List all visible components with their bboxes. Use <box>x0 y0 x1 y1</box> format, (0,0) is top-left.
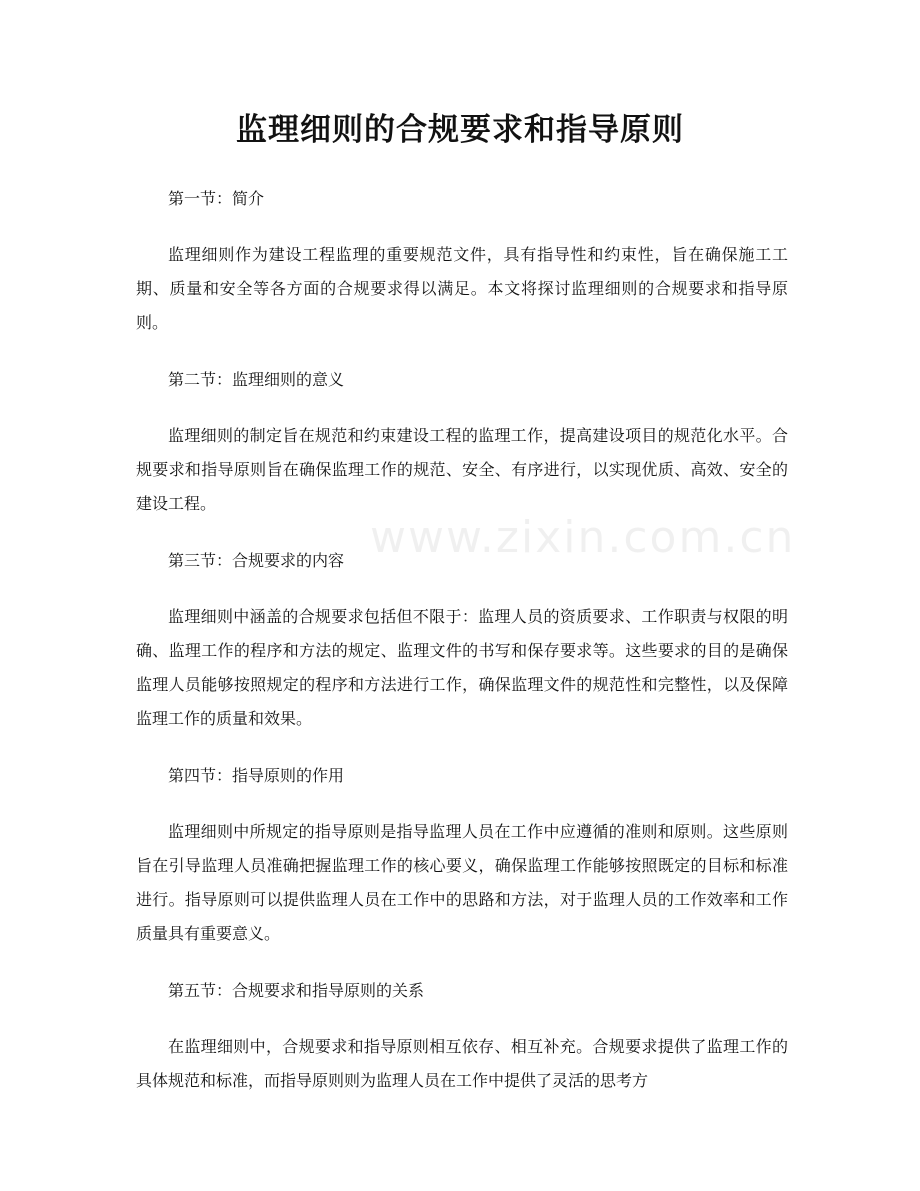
section-paragraph: 在监理细则中，合规要求和指导原则相互依存、相互补充。合规要求提供了监理工作的具体规范和标准，而指导原则则为监理人员在工作中提供了灵活的思考方 <box>136 1037 788 1090</box>
document-title: 监理细则的合规要求和指导原则 <box>236 112 684 148</box>
section-heading: 第一节：简介 <box>168 189 265 208</box>
section-paragraph: 监理细则中所规定的指导原则是指导监理人员在工作中应遵循的准则和原则。这些原则旨在引导监理人员准确把握监理工作的核心要义，确保监理工作能够按照既定的目标和标准进行。指导原则可以提供监理人员在工作中的思路和方法，对于监理人员的工作效率和工作质量具有重要意义。 <box>136 822 788 943</box>
document-body <box>136 184 788 1123</box>
section-heading: 第五节：合规要求和指导原则的关系 <box>168 981 425 1000</box>
section-paragraph: 监理细则中涵盖的合规要求包括但不限于：监理人员的资质要求、工作职责与权限的明确、监理工作的程序和方法的规定、监理文件的书写和保存要求等。这些要求的目的是确保监理人员能够按照规定的程序和方法进行工作，确保监理文件的规范性和完整性，以及保障监理工作的质量和效果。 <box>136 607 788 728</box>
watermark: www.zixin.com.cn <box>370 512 796 563</box>
section-heading: 第三节：合规要求的内容 <box>168 551 345 570</box>
section-paragraph: 监理细则的制定旨在规范和约束建设工程的监理工作，提高建设项目的规范化水平。合规要求和指导原则旨在确保监理工作的规范、安全、有序进行，以实现优质、高效、安全的建设工程。 <box>136 426 788 513</box>
section-heading: 第二节：监理细则的意义 <box>168 370 345 389</box>
section-heading: 第四节：指导原则的作用 <box>168 766 345 785</box>
section-paragraph: 监理细则作为建设工程监理的重要规范文件，具有指导性和约束性，旨在确保施工工期、质量和安全等各方面的合规要求得以满足。本文将探讨监理细则的合规要求和指导原则。 <box>136 245 788 332</box>
